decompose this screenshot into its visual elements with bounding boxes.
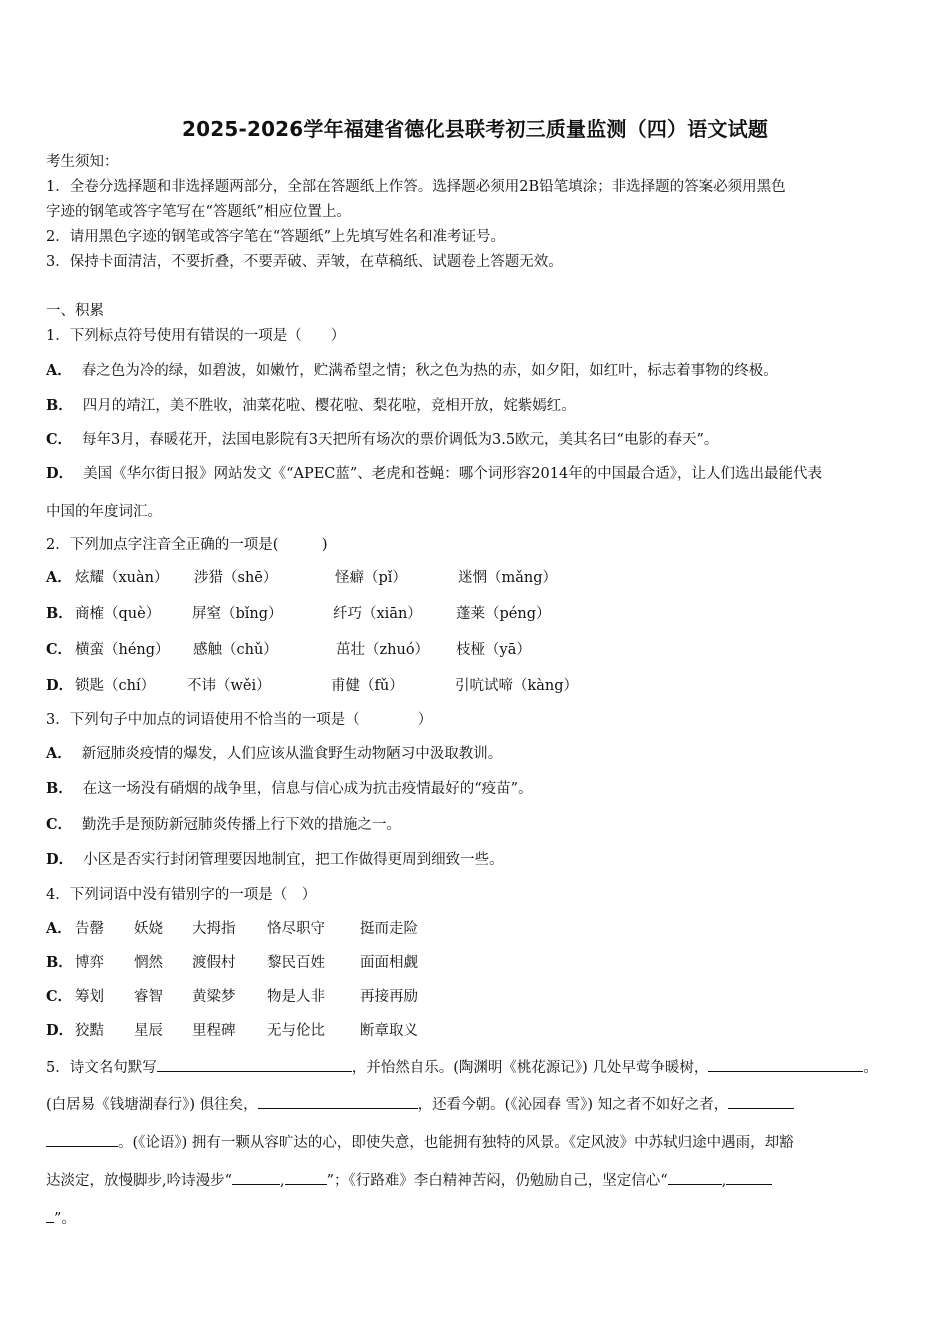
fill-blank[interactable]	[728, 1094, 794, 1109]
option-text: 春之色为冷的绿，如碧波，如嫩竹，贮满希望之情；秋之色为热的赤，如夕阳，如红叶，标志着事物的终极。	[81, 363, 778, 379]
option-label: C．	[46, 816, 73, 833]
q3-stem: 3．下列句子中加点的词语使用不恰当的一项是（ ）	[46, 712, 433, 728]
q4-c-word: 睿智	[134, 989, 163, 1005]
q3-option-c	[46, 816, 401, 834]
q2-b-word: 屏窒（bǐng）	[192, 606, 283, 622]
q4-d-word: 狡黠	[75, 1023, 104, 1039]
q4-option-c-label: C．	[46, 988, 73, 1005]
notice-line-3: 3．保持卡面清洁，不要折叠，不要弄破、弄皱，在草稿纸、试题卷上答题无效。	[46, 254, 563, 270]
q2-c-word: 茁壮（zhuó）	[336, 642, 430, 658]
notice-heading: 考生须知：	[46, 154, 119, 170]
q2-a-word: 涉猎（shē）	[194, 570, 278, 586]
q4-c-word: 筹划	[75, 989, 104, 1005]
q4-option-a-label: A．	[46, 920, 72, 937]
notice-line-2: 2．请用黑色字迹的钢笔或答字笔在“答题纸”上先填写姓名和准考证号。	[46, 229, 506, 245]
q4-d-word: 里程碑	[192, 1023, 236, 1039]
option-label: B．	[46, 780, 73, 797]
fill-blank[interactable]	[258, 1094, 418, 1109]
q4-option-b-label: B．	[46, 954, 73, 971]
fill-blank[interactable]	[157, 1057, 352, 1072]
q2-d-word: 锁匙（chí）	[75, 678, 156, 694]
option-text: 四月的靖江，美不胜收，油菜花啦、樱花啦、梨花啦，竞相开放，姹紫嫣红。	[82, 398, 576, 414]
fill-blank[interactable]	[726, 1170, 772, 1185]
option-text: 每年3月，春暖花开，法国电影院有3天把所有场次的票价调低为3.5欧元，美其名曰“电影的春天”。	[82, 432, 719, 448]
notice-line-1a: 1．全卷分选择题和非选择题两部分，全部在答题纸上作答。选择题必须用2B铅笔填涂；非选择题的答案必须用黑色	[46, 179, 786, 195]
q2-c-word: 感触（chǔ）	[193, 642, 278, 658]
q2-option-c-label: C．	[46, 641, 73, 658]
option-text: 在这一场没有硝烟的战争里，信息与信心成为抗击疫情最好的“疫苗”。	[82, 781, 533, 797]
section-heading: 一、积累	[46, 303, 104, 319]
q4-stem: 4．下列词语中没有错别字的一项是（ ）	[46, 887, 317, 903]
option-text: 新冠肺炎疫情的爆发，人们应该从滥食野生动物陋习中汲取教训。	[81, 746, 503, 762]
q1-option-c	[46, 431, 718, 449]
q4-a-word: 大拇指	[192, 921, 236, 937]
q2-option-d-label: D．	[46, 677, 74, 694]
q1-option-d	[46, 465, 822, 483]
q4-a-word: 恪尽职守	[267, 921, 325, 937]
q2-a-word: 怪癖（pǐ）	[335, 570, 407, 586]
fill-blank[interactable]	[232, 1170, 280, 1185]
q5-line-5: ”。	[46, 1208, 76, 1228]
q5-line-1: 5．诗文名句默写 ，并怡然自乐。(陶渊明《桃花源记》) 几处早莺争暖树， 。	[46, 1057, 878, 1077]
q4-b-word: 惘然	[134, 955, 163, 971]
option-label: C．	[46, 431, 73, 448]
q2-b-word: 商榷（què）	[75, 606, 161, 622]
q4-a-word: 告罄	[75, 921, 104, 937]
fill-blank[interactable]	[46, 1208, 54, 1223]
q4-c-word: 物是人非	[267, 989, 325, 1005]
q2-d-word: 引吭试啼（kàng）	[455, 678, 579, 694]
q1-option-b	[46, 397, 576, 415]
notice-line-1b: 字迹的钢笔或答字笔写在“答题纸”相应位置上。	[46, 204, 351, 220]
q3-option-a	[46, 745, 502, 763]
q2-option-a-label: A．	[46, 569, 72, 586]
q2-a-word: 炫耀（xuàn）	[75, 570, 169, 586]
q4-d-word: 断章取义	[360, 1023, 418, 1039]
q4-a-word: 挺而走险	[360, 921, 418, 937]
fill-blank[interactable]	[708, 1057, 863, 1072]
q4-a-word: 妖娆	[134, 921, 163, 937]
option-text: 勤洗手是预防新冠肺炎传播上行下效的措施之一。	[82, 817, 402, 833]
fill-blank[interactable]	[285, 1170, 327, 1185]
q4-option-d-label: D．	[46, 1022, 74, 1039]
q4-d-word: 星辰	[134, 1023, 163, 1039]
q1-stem: 1．下列标点符号使用有错误的一项是（ ）	[46, 328, 346, 344]
q1-option-a	[46, 362, 778, 380]
option-label: B．	[46, 397, 73, 414]
q4-d-word: 无与伦比	[267, 1023, 325, 1039]
option-label: A．	[46, 362, 72, 379]
q2-d-word: 不讳（wěi）	[187, 678, 271, 694]
q4-b-word: 黎民百姓	[267, 955, 325, 971]
q2-c-word: 横蛮（héng）	[75, 642, 170, 658]
q4-c-word: 黄粱梦	[192, 989, 236, 1005]
q2-a-word: 迷惘（mǎng）	[458, 570, 558, 586]
fill-blank[interactable]	[46, 1132, 118, 1147]
q5-line-2: (白居易《钱塘湖春行》) 俱往矣， ，还看今朝。(《沁园春 雪》) 知之者不如好之者，	[46, 1094, 794, 1114]
q1-option-d-cont: 中国的年度词汇。	[46, 504, 162, 520]
q4-b-word: 渡假村	[192, 955, 236, 971]
q3-option-d	[46, 851, 504, 869]
q2-b-word: 蓬莱（péng）	[456, 606, 551, 622]
option-label: D．	[46, 851, 74, 868]
q4-b-word: 博弈	[75, 955, 104, 971]
q3-option-b	[46, 780, 533, 798]
q5-line-4: 达淡定，放慢脚步,吟诗漫步“ , ”；《行路难》李白精神苦闷，仍勉励自己，坚定信心“ ,	[46, 1170, 772, 1190]
q4-b-word: 面面相觑	[360, 955, 418, 971]
option-text: 美国《华尔街日报》网站发文《“APEC蓝”、老虎和苍蝇：哪个词形容2014年的中国最合适》，让人们选出最能代表	[83, 466, 822, 482]
q5-line-3: 。(《论语》) 拥有一颗从容旷达的心，即使失意，也能拥有独特的风景。《定风波》中苏轼归途中遇雨，却豁	[46, 1132, 794, 1152]
option-label: D．	[46, 465, 74, 482]
q2-d-word: 甫健（fǔ）	[331, 678, 404, 694]
q2-c-word: 枝桠（yā）	[456, 642, 531, 658]
q4-c-word: 再接再励	[360, 989, 418, 1005]
fill-blank[interactable]	[668, 1170, 722, 1185]
option-text: 小区是否实行封闭管理要因地制宜，把工作做得更周到细致一些。	[83, 852, 504, 868]
q2-option-b-label: B．	[46, 605, 73, 622]
q2-b-word: 纤巧（xiān）	[333, 606, 422, 622]
page-title: 2025-2026学年福建省德化县联考初三质量监测（四）语文试题	[181, 117, 769, 141]
q2-stem: 2．下列加点字注音全正确的一项是( )	[46, 537, 328, 553]
option-label: A．	[46, 745, 72, 762]
